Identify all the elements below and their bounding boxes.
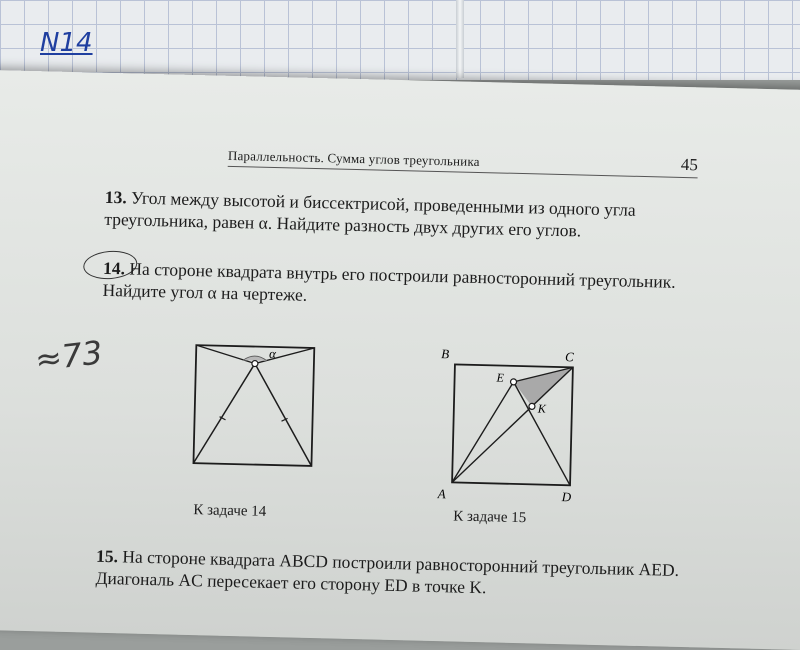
problem-13-number: 13. bbox=[104, 186, 128, 208]
figure-15-diagram bbox=[431, 346, 585, 510]
segment-top-right bbox=[255, 347, 314, 365]
problem-13 bbox=[104, 186, 705, 245]
problem-15 bbox=[95, 545, 696, 604]
page-number: 45 bbox=[680, 154, 699, 175]
page-header bbox=[228, 144, 698, 178]
segment-top-left bbox=[196, 345, 255, 363]
textbook-page bbox=[0, 70, 800, 650]
label-d: D bbox=[561, 489, 572, 505]
figure-14-caption: К задаче 14 bbox=[193, 502, 267, 520]
handwritten-note: N14 bbox=[40, 28, 93, 58]
apex-point bbox=[252, 360, 258, 366]
problem-14 bbox=[102, 257, 703, 316]
triangle-side-right bbox=[252, 364, 313, 466]
problem-14-number: 14. bbox=[102, 257, 126, 279]
figure-14-diagram bbox=[188, 340, 321, 473]
problem-15-text: На стороне квадрата ABCD построили равносторонний треугольник AED. Диагональ AC пересекает его сторону ED в точке K. bbox=[95, 546, 680, 598]
point-e bbox=[510, 379, 516, 385]
figure-15-caption: К задаче 15 bbox=[453, 508, 527, 527]
label-k: K bbox=[537, 401, 547, 416]
angle-alpha-label: α bbox=[268, 345, 277, 362]
triangle-side-left bbox=[193, 362, 254, 464]
notebook-spine bbox=[456, 0, 464, 78]
page-title: Параллельность. Сумма углов треугольника bbox=[227, 147, 480, 169]
problem-15-number: 15. bbox=[95, 545, 119, 567]
handwritten-answer: ≈73 bbox=[33, 333, 105, 379]
notebook-background bbox=[0, 0, 800, 80]
label-c: C bbox=[564, 349, 575, 365]
label-e: E bbox=[496, 370, 505, 385]
label-b: B bbox=[441, 346, 450, 362]
label-a: A bbox=[437, 486, 446, 502]
problem-13-text: Угол между высотой и биссектрисой, проведенными из одного угла треугольника, равен α. Найдите разность двух других его углов. bbox=[104, 187, 636, 241]
problem-14-text: На стороне квадрата внутрь его построили равносторонний треугольник. Найдите угол α на чертеже. bbox=[102, 258, 676, 305]
point-k bbox=[529, 403, 535, 409]
